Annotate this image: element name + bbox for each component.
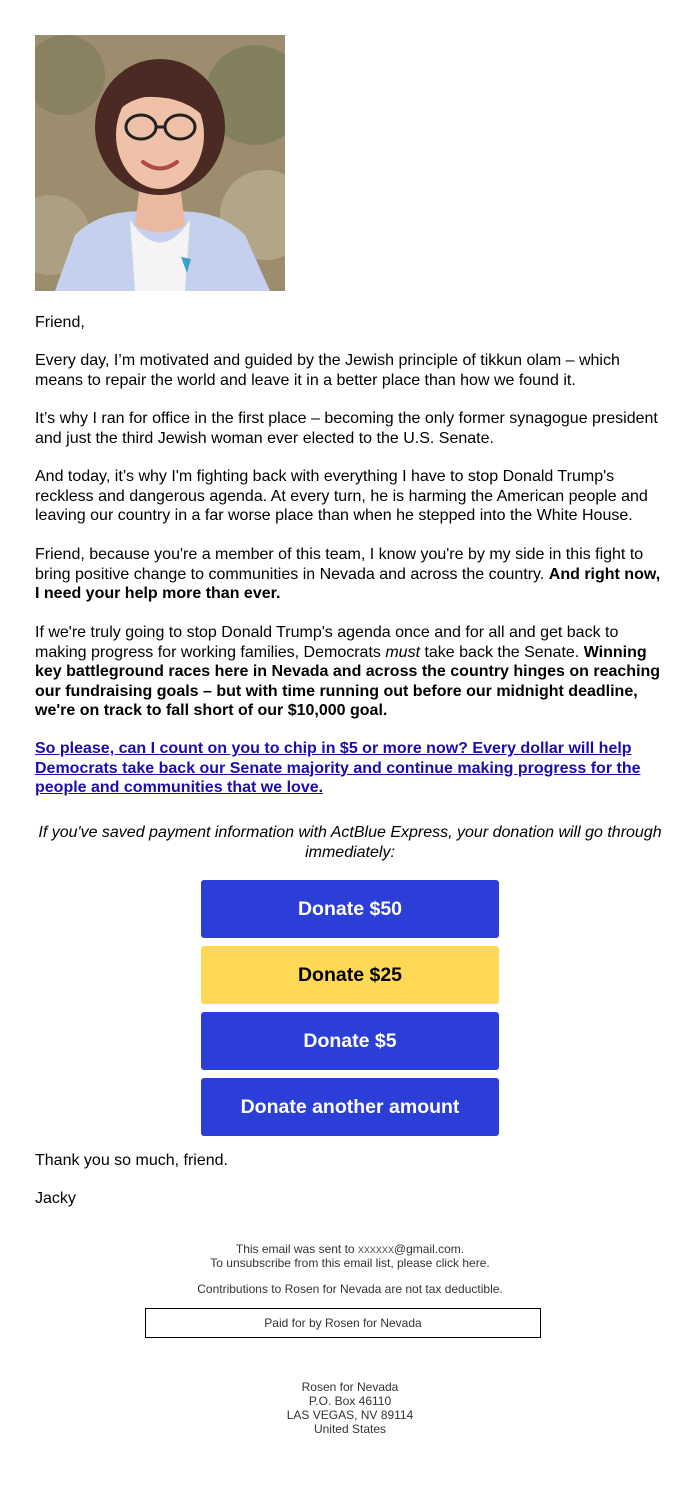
paragraph-fighting-back: And today, it’s why I'm fighting back with everything I have to stop Donald Trump's reckless and dangerous agenda. At every turn, he is harming the American people and leaving our country in a far worse place than when he stepped into the White House. <box>35 468 648 524</box>
footer-address <box>35 1380 665 1436</box>
footer-email-domain: @gmail.com. <box>393 1242 465 1256</box>
email-body <box>35 35 665 1436</box>
paragraph-take-back-senate <box>35 623 665 721</box>
candidate-photo <box>35 35 285 291</box>
donate-other-amount-button[interactable]: Donate another amount <box>201 1078 499 1136</box>
closing-thanks: Thank you so much, friend. <box>35 1152 228 1169</box>
paragraph-senate-text-a: If we're truly going to stop Donald Trump's agenda once and for all and get back to making progress for working families, Democrats <box>35 624 619 661</box>
footer-sent-info <box>35 1242 665 1270</box>
paragraph-senate-text-b: take back the Senate. <box>420 643 584 661</box>
candidate-portrait-image <box>35 35 285 291</box>
address-line: LAS VEGAS, NV 89114 <box>286 1408 414 1422</box>
address-line: Rosen for Nevada <box>301 1380 399 1394</box>
footer-tax-note: Contributions to Rosen for Nevada are not tax deductible. <box>197 1282 503 1296</box>
paragraph-senate-italic: must <box>385 643 421 661</box>
paragraph-member-text: Friend, because you're a member of this team, I know you're by my side in this fight to bring positive change to communities in Nevada and across the country. <box>35 546 644 583</box>
donation-ask <box>35 739 665 798</box>
paragraph-member-bold: And right now, I need your help more than ever. <box>35 565 661 602</box>
paid-for-box: Paid for by Rosen for Nevada <box>145 1308 541 1338</box>
signature: Jacky <box>35 1190 76 1207</box>
address-line: United States <box>313 1422 387 1436</box>
actblue-express-note: If you've saved payment information with ActBlue Express, your donation will go through immediately: <box>38 824 662 861</box>
unsubscribe-link[interactable]: To unsubscribe from this email list, please click here. <box>210 1256 490 1270</box>
footer-email-masked: xxxxxx <box>357 1242 394 1256</box>
donate-25-button[interactable]: Donate $25 <box>201 946 499 1004</box>
donate-5-button[interactable]: Donate $5 <box>201 1012 499 1070</box>
paragraph-senate-bold: Winning key battleground races here in Nevada and across the country hinges on reaching our fundraising goals – but with time running out before our midnight deadline, we're on track to fall short of our $10,000 goal. <box>35 643 661 719</box>
paragraph-ran-for-office: It’s why I ran for office in the first place – becoming the only former synagogue president and just the third Jewish woman ever elected to the U.S. Senate. <box>35 410 658 447</box>
donate-50-button[interactable]: Donate $50 <box>201 880 499 938</box>
footer-sent-prefix: This email was sent to <box>235 1242 358 1256</box>
paragraph-member-of-team <box>35 545 665 604</box>
address-line: P.O. Box 46110 <box>308 1394 392 1408</box>
paragraph-tikkun-olam: Every day, I’m motivated and guided by the Jewish principle of tikkun olam – which means to repair the world and leave it in a better place than how we found it. <box>35 352 620 389</box>
donation-ask-link[interactable]: So please, can I count on you to chip in $5 or more now? Every dollar will help Democrats take back our Senate majority and continue making progress for the people and communities that we love. <box>35 740 641 796</box>
greeting: Friend, <box>35 314 85 331</box>
